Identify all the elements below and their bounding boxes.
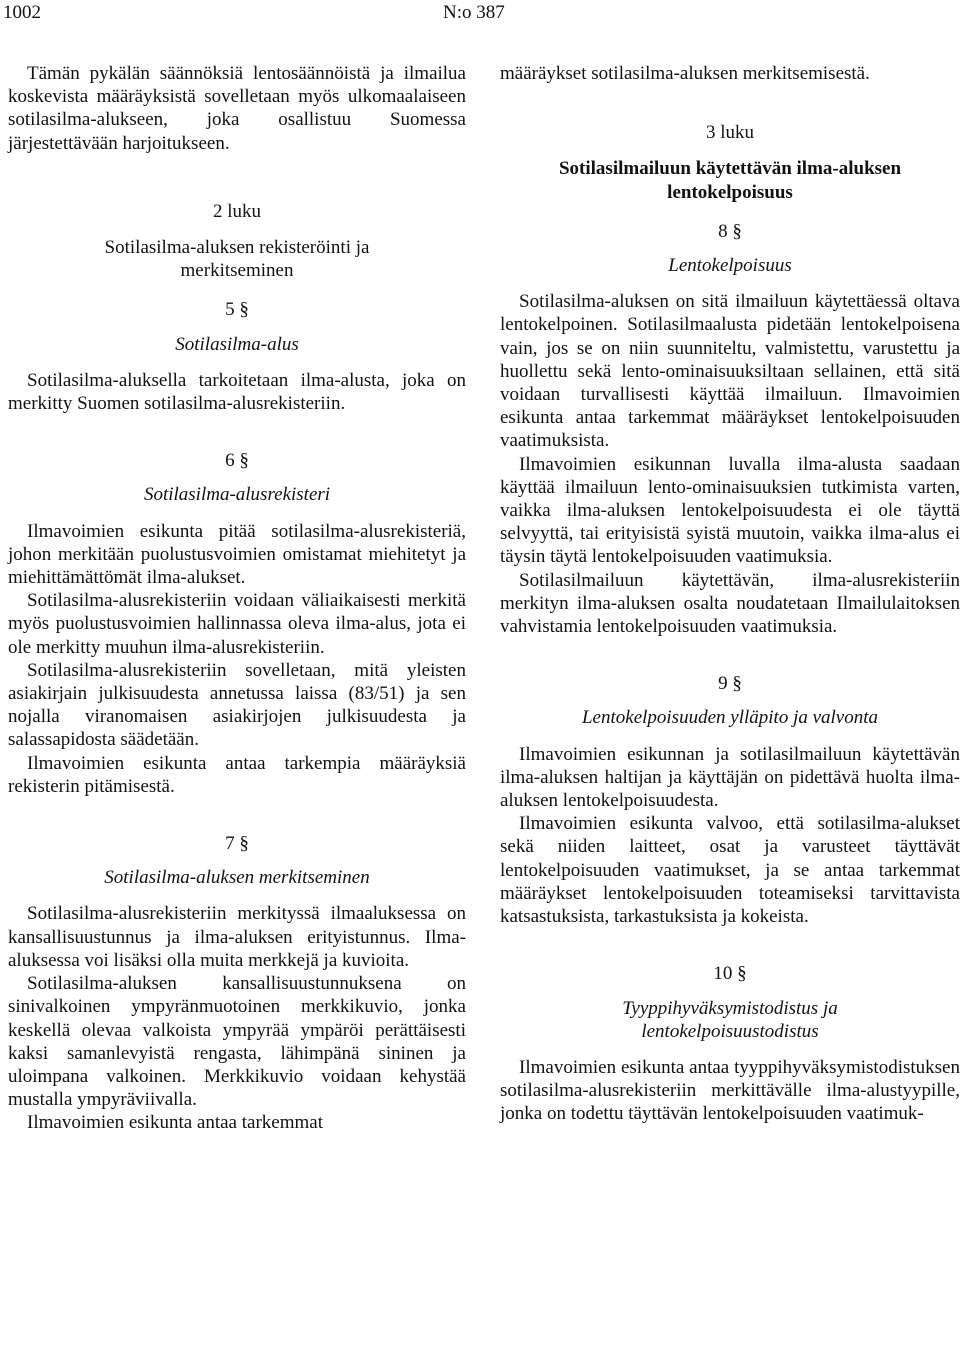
section-6-number: 6 § — [225, 450, 249, 472]
page-header — [0, 2, 960, 32]
section-7-title: Sotilasilma-aluksen merkitseminen — [104, 867, 370, 889]
section-8-paragraph: Ilmavoimien esikunnan luvalla ilma-alusta saadaan käyttää ilmailuun lento-ominaisuuksien tutkimista varten, vaikka ilma-aluksen lentokelpoisuudesta ei ole täyttä selvyyttä, tai erityisistä syistä muutoin, vaikka ilma-alus ei täysin täytä lentokelpoisuuden vaatimuksia. — [500, 453, 960, 568]
continued-paragraph: määräykset sotilasilma-aluksen merkitsemisestä. — [500, 63, 870, 84]
section-5-title: Sotilasilma-alus — [175, 333, 299, 355]
section-8-title: Lentokelpoisuus — [668, 255, 792, 277]
section-7-paragraph: Ilmavoimien esikunta antaa tarkemmat — [27, 1112, 323, 1134]
section-10-paragraph: Ilmavoimien esikunta antaa tyyppihyväksymistodistuksen sotilasilma-alusrekisteriin merkittävälle ilma-alustyypille, jonka on todettu täyttävän lentokelpoisuuden vaatimuk- — [500, 1056, 960, 1125]
section-10-title: Tyyppihyväksymistodistus ja lentokelpoisuustodistus — [622, 997, 838, 1042]
section-8-number: 8 § — [718, 220, 742, 242]
chapter-3-title: Sotilasilmailuun käytettävän ilma-aluksen lentokelpoisuus — [558, 158, 902, 203]
section-9-paragraph: Ilmavoimien esikunnan ja sotilasilmailuun käytettävän ilma-aluksen haltijan ja käyttäjän on pidettävä huolta ilma-aluksen lentokelpoisuudesta. — [500, 743, 960, 812]
page-number: 1002 — [3, 2, 41, 23]
section-9-number: 9 § — [718, 673, 742, 695]
issue-number: N:o 387 — [443, 2, 505, 23]
section-9-paragraph: Ilmavoimien esikunta valvoo, että sotilasilma-alukset sekä niiden laitteet, osat ja varusteet täyttävät lentokelpoisuuden vaatimukset, ja se antaa tarkemmat määräykset lentokelpoisuuden toteamiseksi tarvittavista katsastuksista, tarkastuksista ja kokeista. — [500, 813, 960, 928]
chapter-3-number: 3 luku — [705, 122, 755, 144]
section-9-title: Lentokelpoisuuden ylläpito ja valvonta — [581, 707, 879, 729]
section-8-paragraph: Sotilasilmailuun käytettävän, ilma-alusrekisteriin merkityn ilma-aluksen osalta noudatetaan Ilmailulaitoksen vahvistamia lentokelpoisuuden vaatimuksia. — [500, 569, 960, 638]
section-6-paragraph: Sotilasilma-alusrekisteriin sovelletaan, mitä yleisten asiakirjain julkisuudesta annetussa laissa (83/51) ja sen nojalla viranomaisen asiakirjojen julkisuudesta ja salassapidosta säädetään. — [8, 659, 466, 751]
section-7-paragraph: Sotilasilma-aluksen kansallisuustunnuksena on sinivalkoinen ympyränmuotoinen merkkikuvio, jonka keskellä olevaa valkoista ympyrää ympäröi perättäisesti kaksi samanlevyistä rengasta, lähimpänä sininen ja uloimpana valkoinen. Merkkikuvio voidaan kehystää mustalla ympyräviivalla. — [8, 973, 466, 1111]
chapter-2-title: Sotilasilma-aluksen rekisteröinti ja merkitseminen — [104, 237, 370, 282]
section-5-number: 5 § — [225, 299, 249, 321]
section-7-number: 7 § — [225, 833, 249, 855]
section-5-paragraph: Sotilasilma-aluksella tarkoitetaan ilma-alusta, joka on merkitty Suomen sotilasilma-alusrekisteriin. — [8, 369, 466, 415]
chapter-2-number: 2 luku — [212, 200, 262, 222]
section-6-title: Sotilasilma-alusrekisteri — [143, 484, 331, 506]
section-6-paragraph: Sotilasilma-alusrekisteriin voidaan väliaikaisesti merkitä myös puolustusvoimien hallinnassa oleva ilma-alus, jota ei ole merkitty muuhun ilma-alusrekisteriin. — [8, 590, 466, 658]
section-8-paragraph: Sotilasilma-aluksen on sitä ilmailuun käytettäessä oltava lentokelpoinen. Sotilasilmaalusta pidetään lentokelpoisena vain, jos se on niin suunniteltu, valmistettu, varustettu ja huollettu sekä lento-ominaisuuksiltaan sellainen, että sitä voidaan turvallisesti käyttää ilmailuun. Ilmavoimien esikunta antaa tarkemmat määräykset lentokelpoisuuden vaatimuksista. — [500, 291, 960, 452]
section-6-paragraph: Ilmavoimien esikunta pitää sotilasilma-alusrekisteriä, johon merkitään puolustusvoimien omistamat miehitetyt ja miehittämättömät ilma-alukset. — [8, 520, 466, 589]
left-column — [8, 62, 466, 1135]
intro-paragraph: Tämän pykälän säännöksiä lentosäännöistä ja ilmailua koskevista määräyksistä sovelletaan myös ulkomaalaiseen sotilasilma-alukseen, joka osallistuu Suomessa järjestettävään harjoitukseen. — [8, 63, 466, 154]
right-column — [500, 62, 960, 1126]
section-10-number: 10 § — [713, 963, 747, 985]
section-7-paragraph: Sotilasilma-alusrekisteriin merkityssä ilmaaluksessa on kansallisuustunnus ja ilma-aluksen erityistunnus. Ilma-aluksessa voi lisäksi olla muita merkkejä ja kuvioita. — [8, 903, 466, 971]
section-6-paragraph: Ilmavoimien esikunta antaa tarkempia määräyksiä rekisterin pitämisestä. — [8, 752, 466, 797]
